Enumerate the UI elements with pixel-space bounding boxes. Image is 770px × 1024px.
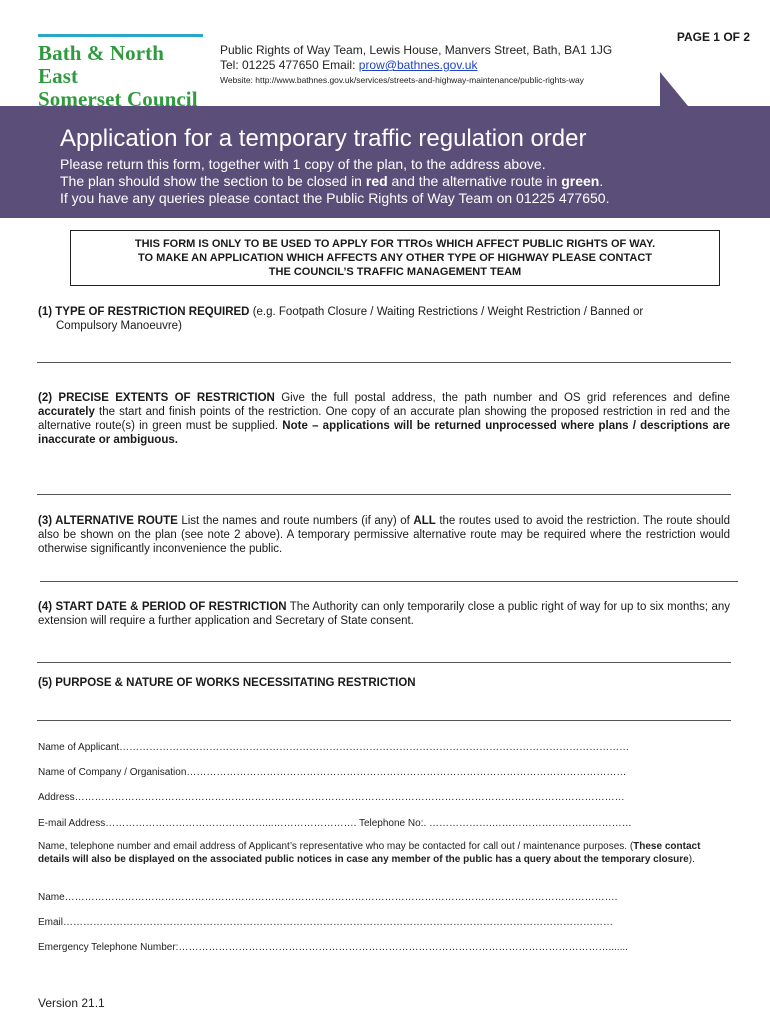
instruction-2a: The plan should show the section to be closed in	[60, 173, 366, 189]
section-1-type	[38, 305, 730, 333]
email-link[interactable]: prow@bathnes.gov.uk	[358, 58, 478, 72]
section-5-answer-line[interactable]	[37, 720, 731, 721]
rep-note-text-a: Name, telephone number and email address of Applicant’s representative who may be contacted for call out / maintenance purposes. (	[38, 841, 634, 852]
section-4-title: (4) START DATE & PERIOD OF RESTRICTION	[38, 601, 287, 613]
applicant-name-field[interactable]: Name of Applicant………………………………………………………………………………………………………………………………………	[38, 742, 630, 753]
section-3-text-b: the routes used to avoid the restriction. The route should also be shown on the plan (see note 2 above). A temporary permissive alternative route may be required where the restriction would otherwise significantly inconvenience the public.	[38, 515, 731, 555]
page-number: PAGE 1 OF 2	[676, 30, 750, 44]
rep-note-text-c: ).	[688, 853, 695, 865]
section-5-title: (5) PURPOSE & NATURE OF WORKS NECESSITATING RESTRICTION	[38, 677, 416, 689]
rep-note-bold: These contact details will also be displayed on the associated public notices in case any member of the public has a query about the temporary closure	[38, 841, 701, 865]
emergency-phone-field[interactable]: Emergency Telephone Number:………………………………………………………………………………………………………………….......	[38, 942, 628, 953]
section-2-accurately: accurately	[38, 406, 95, 418]
rep-email-field[interactable]: Email…………………………………………………………………………………………………………………………………………………	[38, 917, 614, 928]
instruction-green-word: green	[561, 173, 600, 189]
banner-instructions	[60, 156, 609, 207]
section-1-text-cont: Compulsory Manoeuvre)	[56, 320, 182, 332]
website-line: Website: http://www.bathnes.gov.uk/services/streets-and-highway-maintenance/public-rights-way	[220, 75, 584, 85]
instruction-line-2	[60, 173, 609, 190]
section-4-text: The Authority can only temporarily close a public right of way for up to six months; any extension will require a further application and Secretary of State consent.	[38, 601, 730, 627]
representative-note	[38, 841, 714, 866]
banner-text	[60, 124, 609, 207]
instruction-line-1: Please return this form, together with 1 copy of the plan, to the address above.	[60, 156, 546, 172]
section-3-text-a: List the names and route numbers (if any) of	[177, 515, 414, 527]
section-2-title: (2) PRECISE EXTENTS OF RESTRICTION	[38, 392, 275, 404]
section-1-text: (e.g. Footpath Closure / Waiting Restrictions / Weight Restriction / Banned or	[249, 306, 644, 318]
section-2-text-b: the start and finish points of the restriction. One copy of an accurate plan showing the proposed restriction in red and the alternative route(s) in green must be supplied.	[38, 406, 730, 432]
logo-line-1: Bath & North East	[38, 41, 165, 88]
section-3-alternative	[38, 514, 730, 556]
version-label: Version 21.1	[38, 996, 105, 1010]
form-title: Application for a temporary traffic regulation order	[60, 125, 587, 152]
section-4-answer-line[interactable]	[37, 662, 731, 663]
notice-line-1: THIS FORM IS ONLY TO BE USED TO APPLY FOR TTROs WHICH AFFECT PUBLIC RIGHTS OF WAY.	[134, 238, 656, 250]
tel-text: Tel: 01225 477650 Email:	[220, 58, 359, 72]
section-2-answer-line[interactable]	[37, 494, 731, 495]
instruction-2c: .	[599, 173, 604, 189]
section-5-purpose	[38, 676, 730, 690]
rep-name-field[interactable]: Name………………………………………………………………………………………………………………………………………………….	[38, 892, 618, 903]
address-field[interactable]: Address…………………………………………………………………………………………………………………………………………………	[38, 792, 625, 803]
notice-box	[70, 230, 720, 286]
instruction-red-word: red	[365, 173, 388, 189]
section-3-title: (3) ALTERNATIVE ROUTE	[38, 515, 178, 527]
instruction-line-3: If you have any queries please contact the Public Rights of Way Team on 01225 477650.	[60, 190, 610, 206]
section-2-note: Note – applications will be returned unprocessed where plans / descriptions are inaccurate or ambiguous.	[38, 420, 730, 446]
section-1-title: (1) TYPE OF RESTRICTION REQUIRED	[38, 306, 250, 318]
email-telephone-field[interactable]: E-mail Address…………………………………………...……………………. Telephone No:. ……………….……………………………………	[38, 818, 632, 829]
tel-email-line	[220, 58, 612, 73]
section-2-extents	[38, 391, 730, 447]
logo-line-2: Somerset Council	[38, 87, 198, 111]
section-3-all: ALL	[413, 515, 436, 527]
section-3-answer-line[interactable]	[40, 581, 738, 582]
company-name-field[interactable]: Name of Company / Organisation……………………………………………………………………………………………………………………	[38, 767, 627, 778]
notice-line-2: TO MAKE AN APPLICATION WHICH AFFECTS ANY OTHER TYPE OF HIGHWAY PLEASE CONTACT	[138, 252, 652, 264]
section-4-start-date	[38, 600, 730, 628]
section-2-text-a: Give the full postal address, the path number and OS grid references and define	[274, 392, 730, 404]
notice-line-3: THE COUNCIL’S TRAFFIC MANAGEMENT TEAM	[268, 266, 522, 278]
team-address: Public Rights of Way Team, Lewis House, Manvers Street, Bath, BA1 1JG	[220, 43, 613, 57]
instruction-2b: and the alternative route in	[387, 173, 562, 189]
section-1-answer-line[interactable]	[37, 362, 731, 363]
